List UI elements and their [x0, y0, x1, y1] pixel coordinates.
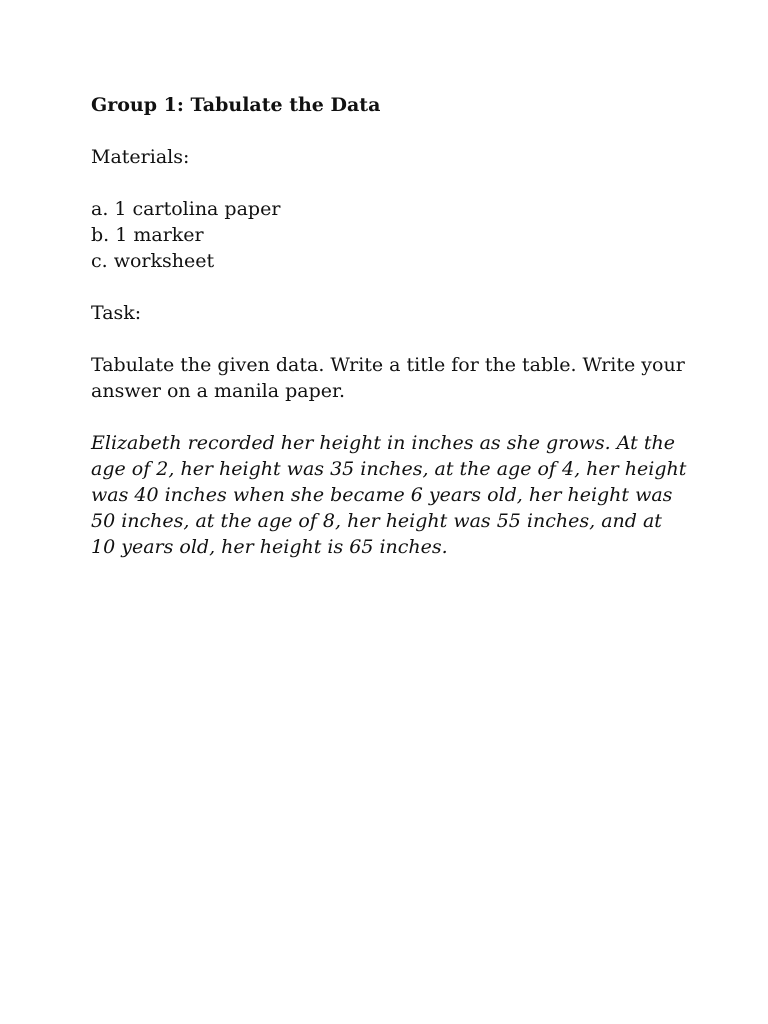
document-page: [91, 92, 691, 560]
page-title: Group 1: Tabulate the Data: [91, 94, 381, 116]
task-instructions: Tabulate the given data. Write a title for the table. Write your answer on a manila paper.: [91, 354, 685, 402]
materials-label: Materials:: [91, 146, 190, 168]
material-item: a. 1 cartolina paper: [91, 198, 281, 220]
task-label: Task:: [91, 302, 142, 324]
story-paragraph: Elizabeth recorded her height in inches as she grows. At the age of 2, her height was 35 inches, at the age of 4, her height was 40 inches when she became 6 years old, her height was 50 inches, at the age of 8, her height was 55 inches, and at 10 years old, her height is 65 inches.: [91, 432, 687, 558]
materials-list: [91, 196, 691, 274]
material-item: b. 1 marker: [91, 224, 204, 246]
material-item: c. worksheet: [91, 250, 215, 272]
